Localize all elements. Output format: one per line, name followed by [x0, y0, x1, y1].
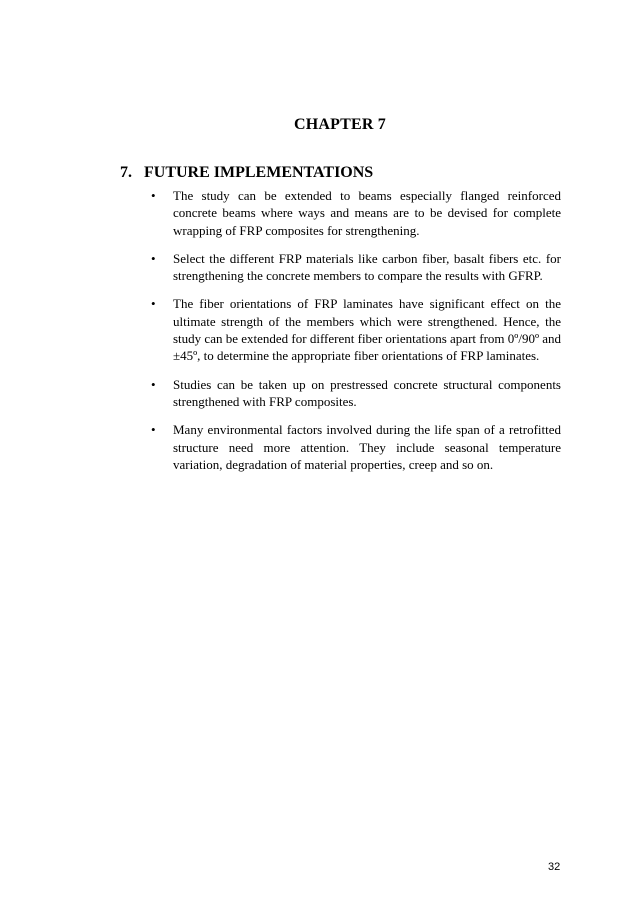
bullet-icon: • — [151, 422, 156, 438]
bullet-icon: • — [151, 376, 156, 392]
page-number: 32 — [548, 861, 561, 873]
list-item-text: The fiber orientations of FRP laminates have significant effect on the ultimate strength of the members which were strengthened. Hence, the study can be extended for different fiber orientations apart from 0º/90º and ±45º, to determine the appropriate fiber orientations of FRP laminates. — [173, 296, 561, 364]
list-item-text: The study can be extended to beams especially flanged reinforced concrete beams where ways and means are to be devised for complete wrapping of FRP composites for strengthening. — [173, 188, 561, 238]
section-heading — [120, 164, 373, 182]
list-item-text: Many environmental factors involved during the life span of a retrofitted structure need more attention. They include seasonal temperature variation, degradation of material properties, creep and so on. — [173, 422, 561, 472]
chapter-title: CHAPTER 7 — [293, 116, 387, 133]
list-item-text: Studies can be taken up on prestressed concrete structural components strengthened with FRP composites. — [173, 376, 561, 409]
list-item — [147, 376, 561, 411]
bullet-icon: • — [151, 296, 156, 312]
section-number: 7. — [120, 164, 132, 181]
bullet-list — [147, 187, 561, 484]
bullet-icon: • — [151, 250, 156, 266]
list-item — [147, 295, 561, 364]
list-item-text: Select the different FRP materials like carbon fiber, basalt fibers etc. for strengthening the concrete members to compare the results with GFRP. — [173, 250, 561, 284]
section-title: FUTURE IMPLEMENTATIONS — [144, 164, 374, 181]
list-item — [147, 250, 561, 285]
list-item — [147, 187, 561, 239]
bullet-icon: • — [151, 188, 156, 203]
list-item — [147, 421, 561, 473]
